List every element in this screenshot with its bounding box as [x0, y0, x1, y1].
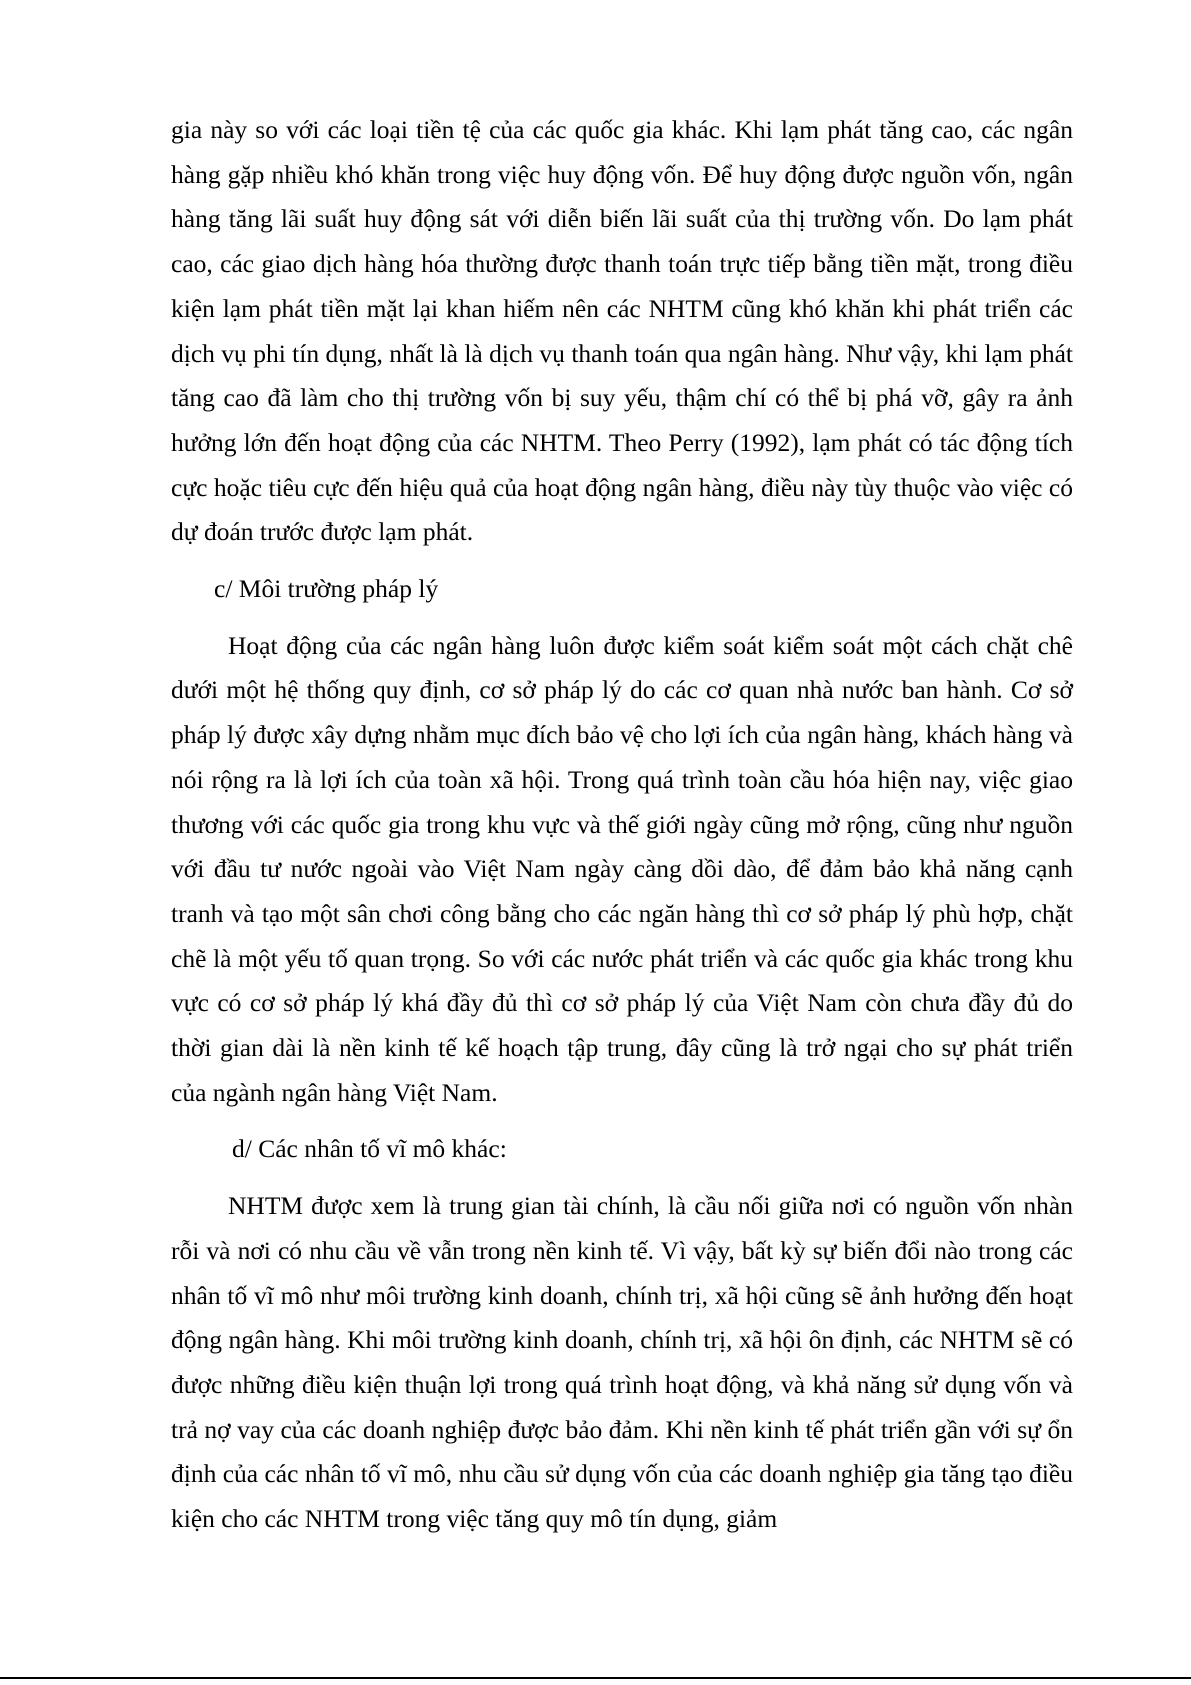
paragraph-other-macro-factors: NHTM được xem là trung gian tài chính, là cầu nối giữa nơi có nguồn vốn nhàn rỗi và nơi có nhu cầu về vẫn trong nền kinh tế. Vì vậy, bất kỳ sự biến đổi nào trong các nhân tố vĩ mô như môi trường kinh doanh, chính trị, xã hội cũng sẽ ảnh hưởng đến hoạt động ngân hàng. Khi môi trường kinh doanh, chính trị, xã hội ôn định, các NHTM sẽ có được những điều kiện thuận lợi trong quá trình hoạt động, và khả năng sử dụng vốn và trả nợ vay của các doanh nghiệp được bảo đảm. Khi nền kinh tế phát triển gần với sự ổn định của các nhân tố vĩ mô, nhu cầu sử dụng vốn của các doanh nghiệp gia tăng tạo điều kiện cho các NHTM trong việc tăng quy mô tín dụng, giảm — [171, 1191, 1073, 1534]
section-heading-other-macro-factors: d/ Các nhân tố vĩ mô khác: — [232, 1134, 507, 1164]
paragraph-legal-environment: Hoạt động của các ngân hàng luôn được kiểm soát kiểm soát một cách chặt chê dưới một hệ thống quy định, cơ sở pháp lý do các cơ quan nhà nước ban hành. Cơ sở pháp lý được xây dựng nhằm mục đích bảo vệ cho lợi ích của ngân hàng, khách hàng và nói rộng ra là lợi ích của toàn xã hội. Trong quá trình toàn cầu hóa hiện nay, việc giao thương với các quốc gia trong khu vực và thế giới ngày cũng mở rộng, cũng như nguồn với đầu tư nước ngoài vào Việt Nam ngày càng dồi dào, để đảm bảo khả năng cạnh tranh và tạo một sân chơi công bằng cho các ngăn hàng thì cơ sở pháp lý phù hợp, chặt chẽ là một yếu tố quan trọng. So với các nước phát triển và các quốc gia khác trong khu vực có cơ sở pháp lý khá đầy đủ thì cơ sở pháp lý của Việt Nam còn chưa đầy đủ do thời gian dài là nền kinh tế kế hoạch tập trung, đây cũng là trở ngại cho sự phát triển của ngành ngân hàng Việt Nam. — [171, 630, 1073, 1107]
page-body — [171, 108, 1073, 1542]
page-bottom-rule — [0, 1677, 1191, 1679]
paragraph-inflation-impact: gia này so với các loại tiền tệ của các quốc gia khác. Khi lạm phát tăng cao, các ngân hàng gặp nhiều khó khăn trong việc huy động vốn. Để huy động được nguồn vốn, ngân hàng tăng lãi suất huy động sát với diễn biến lãi suất của thị trường vốn. Do lạm phát cao, các giao dịch hàng hóa thường được thanh toán trực tiếp bằng tiền mặt, trong điều kiện lạm phát tiền mặt lại khan hiếm nên các NHTM cũng khó khăn khi phát triển các dịch vụ phi tín dụng, nhất là là dịch vụ thanh toán qua ngân hàng. Như vậy, khi lạm phát tăng cao đã làm cho thị trường vốn bị suy yếu, thậm chí có thể bị phá vỡ, gây ra ảnh hưởng lớn đến hoạt động của các NHTM. Theo Perry (1992), lạm phát có tác động tích cực hoặc tiêu cực đến hiệu quả của hoạt động ngân hàng, điều này tùy thuộc vào việc có dự đoán trước được lạm phát. — [171, 115, 1073, 547]
section-heading-legal-environment: c/ Môi trường pháp lý — [214, 574, 439, 604]
